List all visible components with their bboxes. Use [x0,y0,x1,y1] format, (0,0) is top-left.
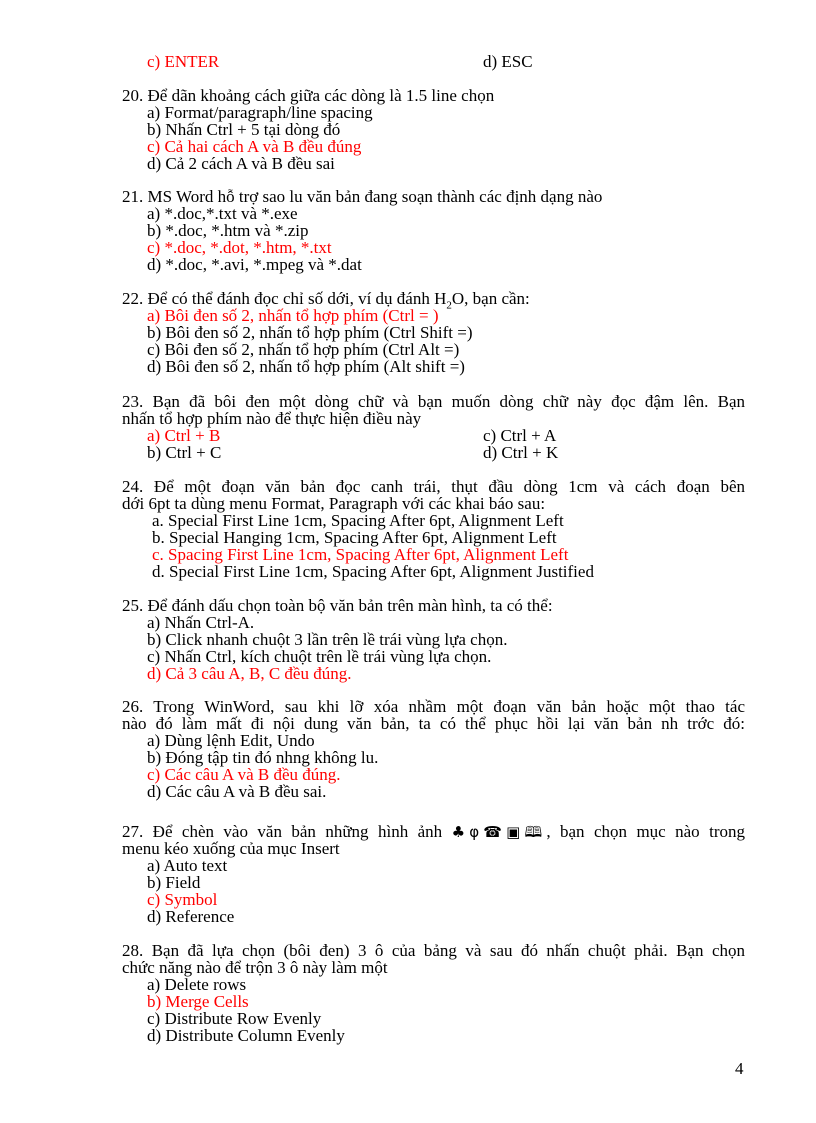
q27-option-a: a) Auto text [147,856,228,875]
q27-question-line2: menu kéo xuống của mục Insert [122,839,340,858]
q22-question-suffix: O, bạn cần: [451,289,530,308]
q21-option-b: b) *.doc, *.htm và *.zip [147,221,309,240]
q26-question-line2: nào đó làm mất đi nội dung văn bản, ta có thể phục hồi lại văn bản nh trớc đó: [122,714,745,733]
q26-question-line1: 26. Trong WinWord, sau khi lỡ xóa nhầm một đoạn văn bản hoặc một thao tác [122,697,745,716]
q27-option-d: d) Reference [147,907,235,926]
q27-option-b: b) Field [147,873,201,892]
q22-option-a: a) Bôi đen số 2, nhấn tổ hợp phím (Ctrl = ) [147,306,439,325]
q19-option-c: c) ENTER [147,52,220,71]
q23-option-a: a) Ctrl + B [147,426,221,445]
q28-option-a: a) Delete rows [147,975,247,994]
q22-question [122,289,530,312]
q27-question-text-end: , bạn chọn mục nào trong [546,822,745,841]
q28-question-line1: 28. Bạn đã lựa chọn (bôi đen) 3 ô của bảng và sau đó nhấn chuột phải. Bạn chọn [122,941,745,960]
q21-option-d: d) *.doc, *.avi, *.mpeg và *.dat [147,255,362,274]
q23-option-c: c) Ctrl + A [483,426,557,445]
q26-option-a: a) Dùng lệnh Edit, Undo [147,731,315,750]
q21-option-c: c) *.doc, *.dot, *.htm, *.txt [147,238,332,257]
q24-question-line1: 24. Để một đoạn văn bản đọc canh trái, thụt đầu dòng 1cm và cách đoạn bên [122,477,745,496]
q20-option-d: d) Cả 2 cách A và B đều sai [147,154,335,173]
q22-option-d: d) Bôi đen số 2, nhấn tổ hợp phím (Alt shift =) [147,357,465,376]
q24-question-line2: dới 6pt ta dùng menu Format, Paragraph với các khai báo sau: [122,494,546,513]
q23-question-line2: nhấn tổ hợp phím nào để thực hiện điều này [122,409,422,428]
q26-option-d: d) Các câu A và B đều sai. [147,782,327,801]
q22-option-b: b) Bôi đen số 2, nhấn tổ hợp phím (Ctrl Shift =) [147,323,473,342]
q28-question-line2: chức năng nào để trộn 3 ô này làm một [122,958,388,977]
q25-question: 25. Để đánh dấu chọn toàn bộ văn bản trên màn hình, ta có thể: [122,596,553,615]
page-number: 4 [735,1059,744,1078]
q22-option-c: c) Bôi đen số 2, nhấn tổ hợp phím (Ctrl Alt =) [147,340,460,359]
q22-question-subscript: 2 [446,299,452,312]
q24-option-b: b. Special Hanging 1cm, Spacing After 6pt, Alignment Left [152,528,557,547]
q23-question-line1: 23. Bạn đã bôi đen một dòng chữ và bạn muốn dòng chữ này đọc đậm lên. Bạn [122,392,745,411]
q24-option-c: c. Spacing First Line 1cm, Spacing After 6pt, Alignment Left [152,545,569,564]
q20-option-b: b) Nhấn Ctrl + 5 tại dòng đó [147,120,341,139]
q24-option-a: a. Special First Line 1cm, Spacing After 6pt, Alignment Left [152,511,564,530]
symbol-glyphs-icon: ♣φ☎▣🕮 [451,823,547,841]
q26-option-c: c) Các câu A và B đều đúng. [147,765,341,784]
q21-question: 21. MS Word hỗ trợ sao lu văn bản đang soạn thành các định dạng nào [122,187,603,206]
q24-option-d: d. Special First Line 1cm, Spacing After 6pt, Alignment Justified [152,562,594,581]
q25-option-d: d) Cả 3 câu A, B, C đều đúng. [147,664,352,683]
q20-question: 20. Để dãn khoảng cách giữa các dòng là 1.5 line chọn [122,86,495,105]
q25-option-a: a) Nhấn Ctrl-A. [147,613,255,632]
q21-option-a: a) *.doc,*.txt và *.exe [147,204,298,223]
q27-question-text: 27. Để chèn vào văn bản những hình ảnh [122,822,452,841]
q20-option-c: c) Cả hai cách A và B đều đúng [147,137,362,156]
q23-option-d: d) Ctrl + K [483,443,559,462]
q27-option-c: c) Symbol [147,890,218,909]
q23-option-b: b) Ctrl + C [147,443,222,462]
q25-option-b: b) Click nhanh chuột 3 lần trên lề trái vùng lựa chọn. [147,630,508,649]
q26-option-b: b) Đóng tập tin đó nhng không lu. [147,748,379,767]
q19-option-d: d) ESC [483,52,533,71]
q28-option-d: d) Distribute Column Evenly [147,1026,345,1045]
q22-question-prefix: 22. Để có thể đánh đọc chỉ số dới, ví dụ đánh H [122,289,447,308]
q28-option-c: c) Distribute Row Evenly [147,1009,322,1028]
q20-option-a: a) Format/paragraph/line spacing [147,103,373,122]
q25-option-c: c) Nhấn Ctrl, kích chuột trên lề trái vùng lựa chọn. [147,647,492,666]
q28-option-b: b) Merge Cells [147,992,249,1011]
